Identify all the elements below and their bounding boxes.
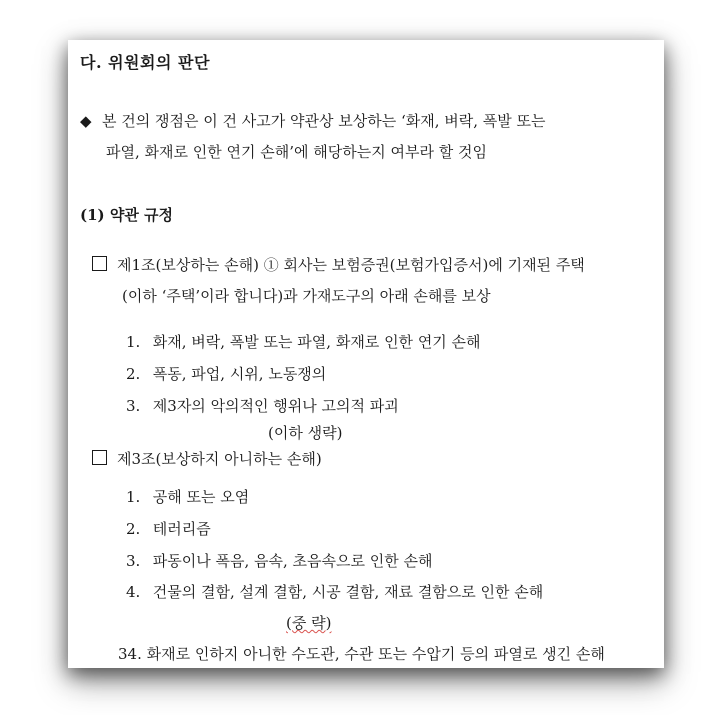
list-item: 4. 건물의 결함, 설계 결함, 시공 결함, 재료 결함으로 인한 손해 — [126, 583, 544, 601]
checkbox-square-icon — [92, 450, 107, 465]
list-item: 34. 화재로 인하지 아니한 수도관, 수관 또는 수압기 등의 파열로 생긴 손해 — [118, 645, 605, 663]
checkbox-square-icon — [92, 256, 107, 271]
diamond-bullet-icon: ◆ — [80, 112, 92, 130]
subsection-heading: (1) 약관 규정 — [80, 206, 174, 224]
summary-line-2: 파열, 화재로 인한 연기 손해’에 해당하는지 여부라 할 것임 — [106, 143, 487, 161]
list-item: 2. 폭동, 파업, 시위, 노동쟁의 — [126, 365, 327, 383]
summary-line-1: 본 건의 쟁점은 이 건 사고가 약관상 보상하는 ‘화재, 벼락, 폭발 또는 — [102, 112, 546, 130]
document-page — [68, 40, 664, 668]
article-3 — [92, 444, 652, 475]
section-heading: 다. 위원회의 판단 — [80, 53, 210, 72]
article-1-line-1: 제1조(보상하는 손해) ① 회사는 보험증권(보험가입증서)에 기재된 주택 — [117, 256, 585, 274]
article-1 — [92, 250, 652, 312]
omitted-note: (이하 생략) — [268, 424, 343, 442]
list-item: 2. 테러리즘 — [126, 520, 211, 538]
list-item: 3. 제3자의 악의적인 행위나 고의적 파괴 — [126, 397, 399, 415]
list-item: 1. 공해 또는 오염 — [126, 488, 250, 506]
article-3-line-1: 제3조(보상하지 아니하는 손해) — [117, 450, 322, 468]
article-1-line-2: (이하 ‘주택’이라 합니다)과 가재도구의 아래 손해를 보상 — [122, 287, 491, 305]
issue-summary — [80, 106, 660, 168]
list-item: 1. 화재, 벼락, 폭발 또는 파열, 화재로 인한 연기 손해 — [126, 333, 481, 351]
omitted-note: (중 략) — [286, 614, 332, 632]
list-item: 3. 파동이나 폭음, 음속, 초음속으로 인한 손해 — [126, 552, 433, 570]
